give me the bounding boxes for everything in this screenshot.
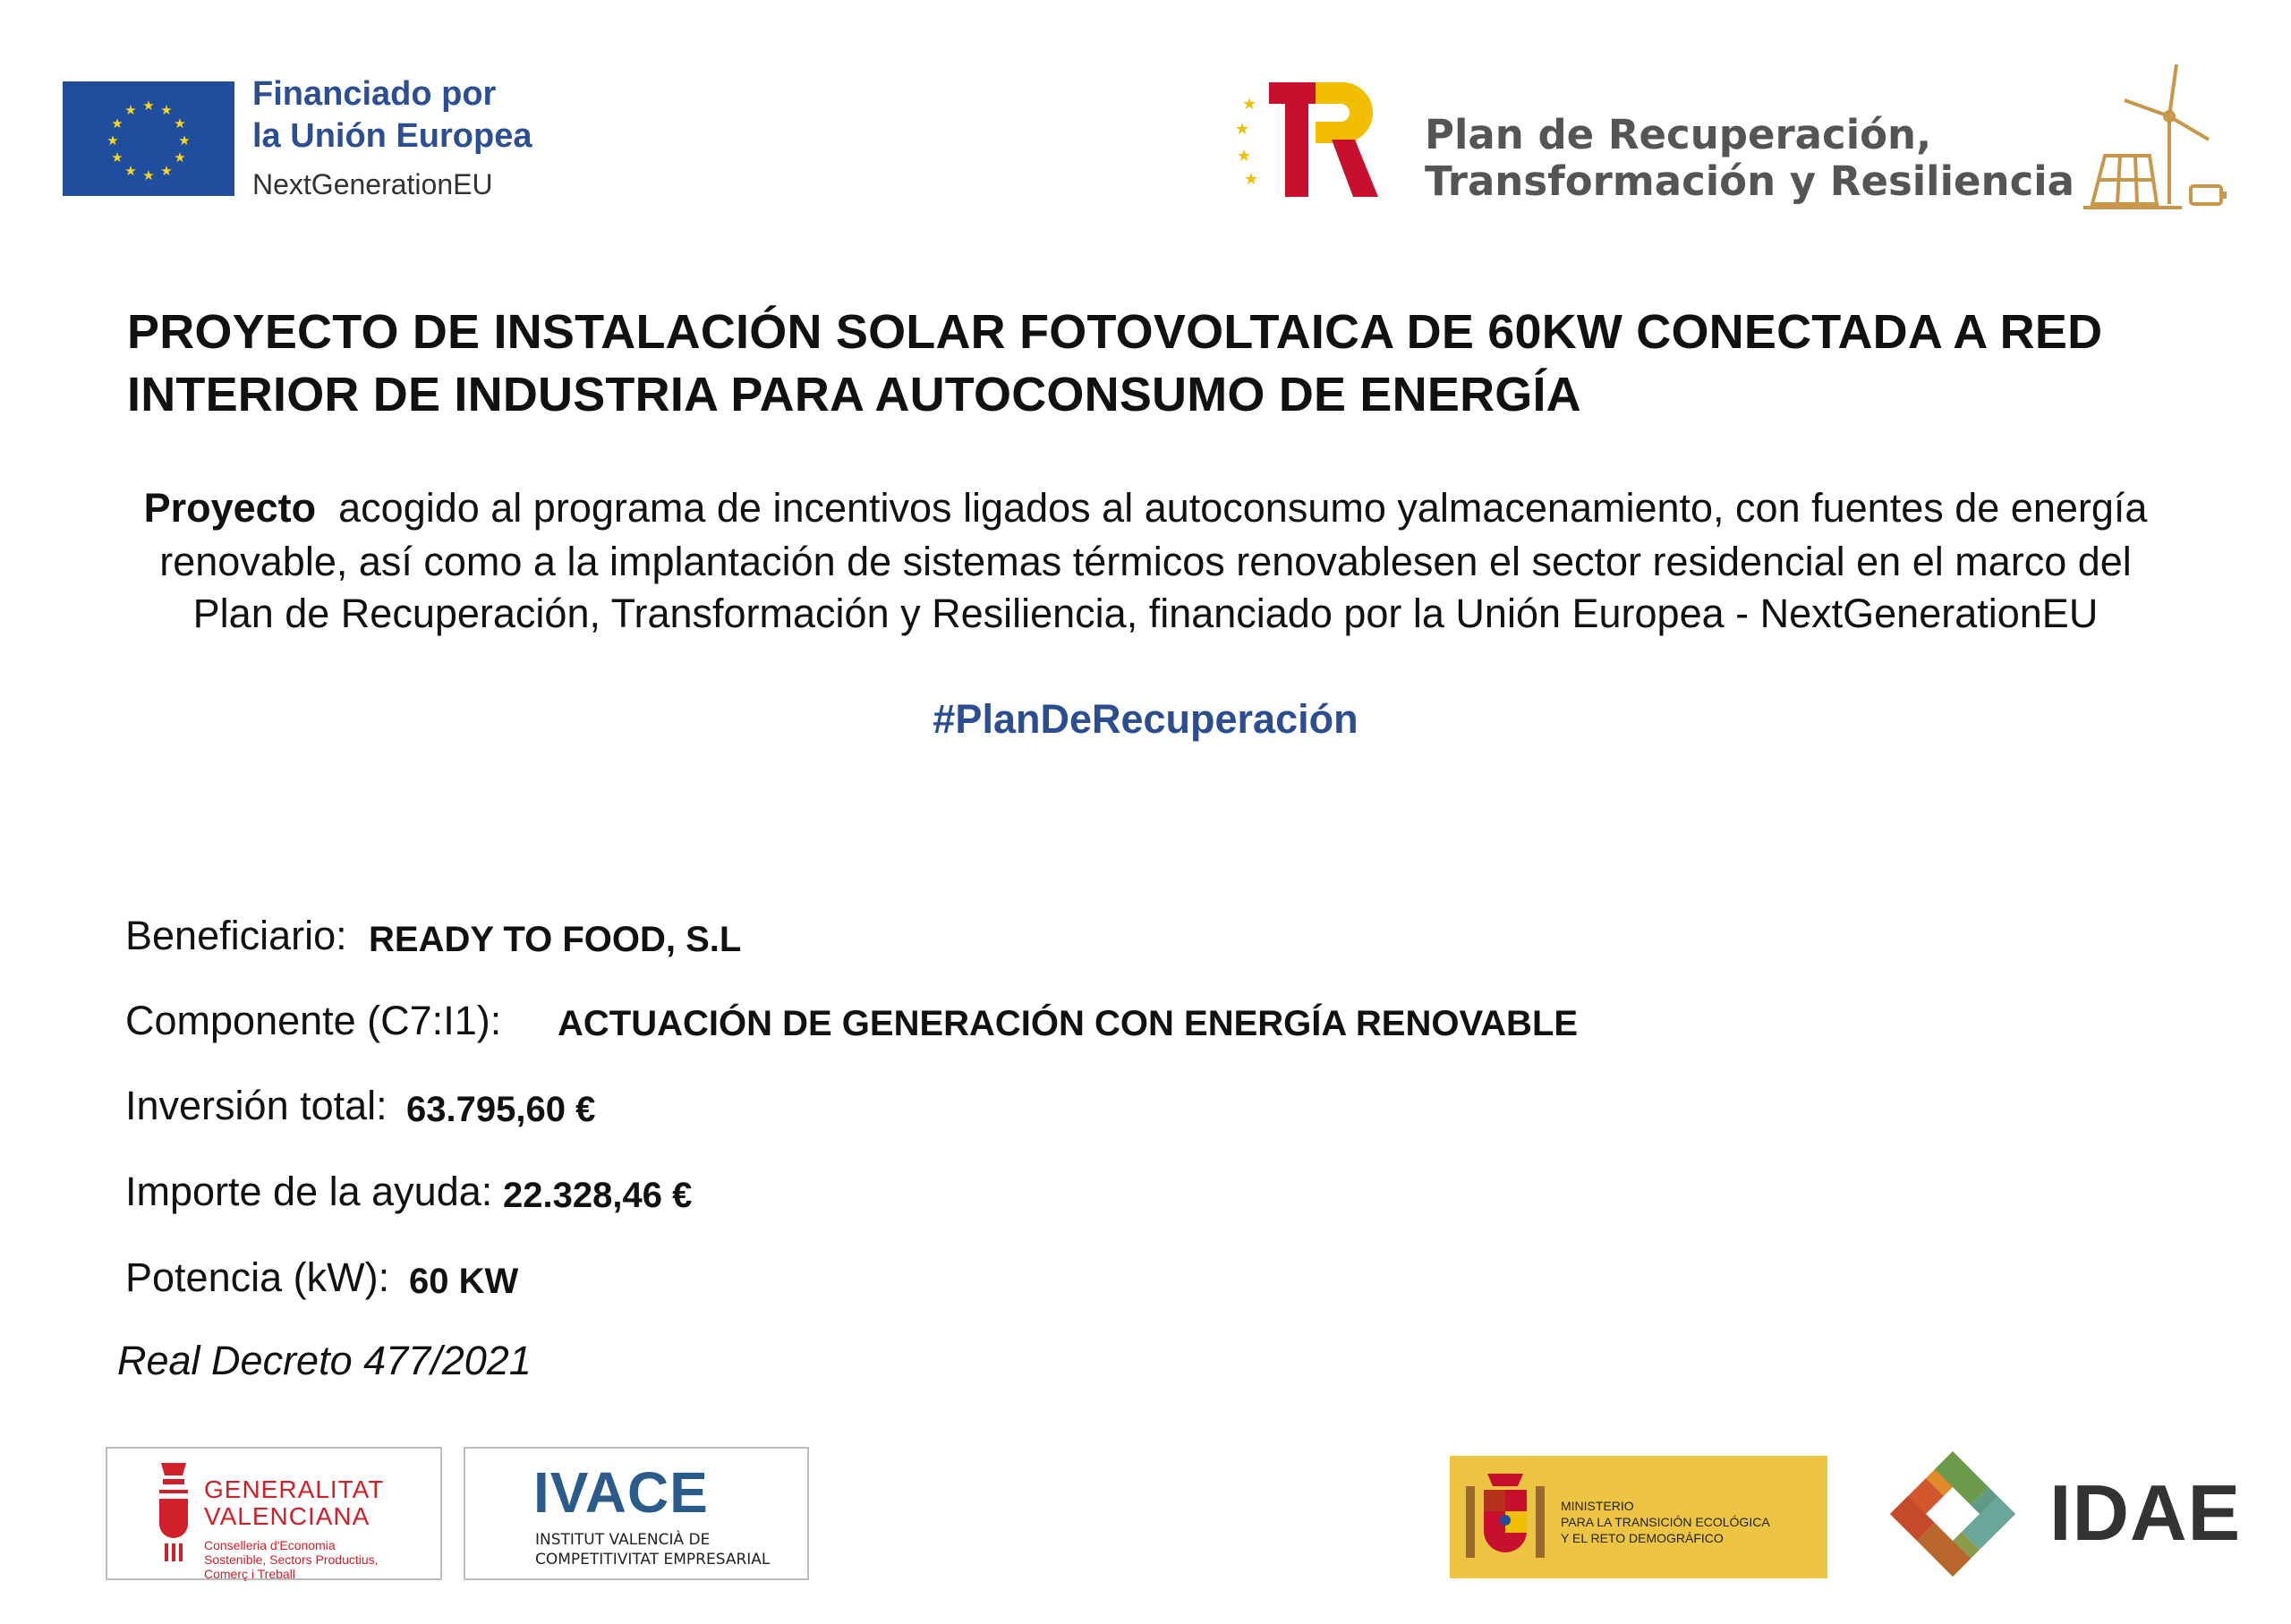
- svg-text:★: ★: [1235, 120, 1250, 139]
- svg-text:★: ★: [1242, 95, 1257, 114]
- generalitat-valenciana-logo: [106, 1447, 442, 1580]
- componente-label: Componente (C7:I1):: [125, 998, 502, 1043]
- hashtag: #PlanDeRecuperación: [933, 696, 1358, 742]
- svg-text:★: ★: [1237, 147, 1252, 166]
- eu-funding-line2: la Unión Europea: [252, 117, 532, 155]
- svg-text:★: ★: [160, 102, 173, 118]
- eu-funding-line1: Financiado por: [252, 75, 497, 113]
- description-line2: renovable, así como a la implantación de sistemas térmicos renovablesen el sector residencial en el marco del: [159, 539, 2132, 584]
- eu-funding-line3: NextGenerationEU: [252, 168, 493, 200]
- prtr-logo: [1233, 73, 1385, 208]
- generalitat-sub3: Comerç i Treball: [204, 1567, 295, 1581]
- ivace-sub1: INSTITUT VALENCIÀ DE: [535, 1531, 711, 1549]
- svg-text:★: ★: [174, 115, 186, 132]
- inversion-value: 63.795,60 €: [406, 1090, 596, 1129]
- ivace-logo: [464, 1447, 809, 1580]
- eu-stars-icon: [63, 81, 234, 196]
- ministerio-line2: PARA LA TRANSICIÓN ECOLÓGICA: [1561, 1515, 1770, 1529]
- real-decreto: Real Decreto 477/2021: [117, 1338, 532, 1383]
- description-line1-text: acogido al programa de incentivos ligados al autoconsumo yalmacenamiento, con fuentes de energía: [316, 485, 2148, 531]
- generalitat-sub2: Sostenible, Sectors Productius,: [204, 1552, 379, 1567]
- svg-text:★: ★: [124, 102, 137, 118]
- project-title-line2: INTERIOR DE INDUSTRIA PARA AUTOCONSUMO DE ENERGÍA: [127, 368, 1581, 421]
- project-title-line1: PROYECTO DE INSTALACIÓN SOLAR FOTOVOLTAICA DE 60KW CONECTADA A RED: [127, 305, 2103, 359]
- potencia-label: Potencia (kW):: [125, 1254, 390, 1300]
- description-line1: [0, 485, 2291, 531]
- generalitat-crest-icon: [154, 1459, 193, 1565]
- idae-name: IDAE: [2049, 1468, 2242, 1557]
- inversion-label: Inversión total:: [125, 1083, 388, 1128]
- idae-emblem-icon: [1863, 1451, 2042, 1577]
- svg-text:★: ★: [124, 163, 137, 179]
- svg-text:★: ★: [111, 115, 123, 132]
- spain-coat-of-arms-icon: [1462, 1468, 1548, 1567]
- eu-flag-logo: [63, 81, 234, 196]
- generalitat-title2: VALENCIANA: [204, 1502, 370, 1530]
- generalitat-sub1: Conselleria d'Economia: [204, 1538, 336, 1552]
- svg-text:★: ★: [160, 163, 173, 179]
- svg-text:★: ★: [111, 149, 123, 166]
- prtr-title-line1: Plan de Recuperación,: [1425, 111, 1932, 158]
- svg-text:★: ★: [178, 132, 191, 149]
- svg-text:★: ★: [1244, 170, 1259, 189]
- svg-text:★: ★: [106, 132, 119, 149]
- description-lead: Proyecto: [143, 485, 317, 531]
- windmill-solar-icon: [2083, 61, 2230, 213]
- ministerio-line3: Y EL RETO DEMOGRÁFICO: [1561, 1531, 1724, 1545]
- ivace-sub2: COMPETITIVITAT EMPRESARIAL: [535, 1551, 771, 1569]
- componente-value: ACTUACIÓN DE GENERACIÓN CON ENERGÍA RENOVABLE: [558, 1004, 1579, 1043]
- beneficiario-value: READY TO FOOD, S.L: [369, 920, 742, 959]
- ministerio-logo: [1450, 1456, 1827, 1578]
- ministerio-line1: MINISTERIO: [1561, 1499, 1634, 1513]
- svg-text:★: ★: [174, 149, 186, 166]
- importe-value: 22.328,46 €: [503, 1176, 693, 1215]
- svg-text:★: ★: [142, 98, 155, 114]
- prtr-title-line2: Transformación y Resiliencia: [1425, 157, 2075, 205]
- potencia-value: 60 KW: [409, 1262, 519, 1301]
- svg-text:★: ★: [142, 167, 155, 183]
- importe-label: Importe de la ayuda:: [125, 1169, 493, 1214]
- description-line3: Plan de Recuperación, Transformación y Resiliencia, financiado por la Unión Europea - NextGenerationEU: [192, 591, 2099, 636]
- beneficiario-label: Beneficiario:: [125, 913, 347, 958]
- ivace-name: IVACE: [533, 1460, 709, 1525]
- generalitat-title1: GENERALITAT: [204, 1475, 385, 1503]
